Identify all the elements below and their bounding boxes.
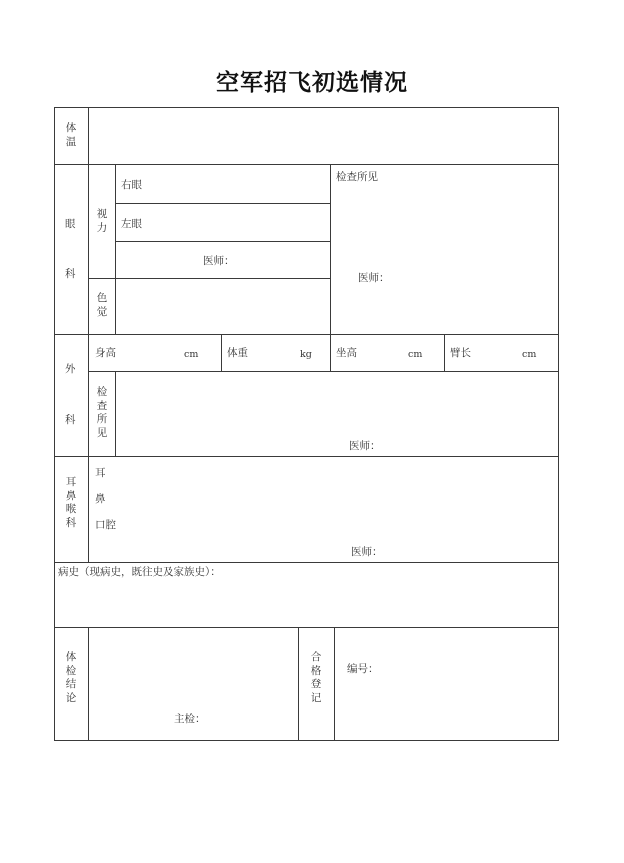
weight-label: 体重 — [227, 347, 248, 359]
mouth-label: 口腔 — [95, 519, 116, 531]
arm-length-unit: cm — [522, 349, 537, 360]
conclusion-label: 体检结论 — [65, 651, 77, 704]
surgery-findings-field[interactable] — [116, 372, 558, 456]
right-eye-field[interactable] — [116, 165, 330, 203]
document-title: 空军招飞初选情况 — [216, 70, 408, 96]
eye-section-label-top: 眼 — [65, 218, 76, 230]
body-temp-label: 体温 — [65, 122, 77, 148]
surgery-findings-label: 检查所见 — [96, 386, 108, 439]
arm-length-label: 臂长 — [450, 347, 471, 359]
registration-number-field[interactable] — [335, 628, 558, 740]
eye-section-label-bottom: 科 — [65, 268, 76, 280]
vision-label: 视力 — [96, 208, 108, 234]
eye-doctor-label: 医师： — [358, 272, 390, 284]
color-sense-label: 色觉 — [96, 292, 108, 318]
weight-unit: kg — [300, 349, 312, 360]
eye-findings-label: 检查所见 — [336, 171, 378, 183]
body-temp-field[interactable] — [89, 108, 558, 164]
surgery-section-label-bottom: 科 — [65, 414, 76, 426]
row-divider — [54, 562, 559, 563]
vision-doctor-label: 医师： — [203, 255, 235, 267]
qualification-label: 合格登记 — [310, 651, 322, 704]
height-label: 身高 — [95, 347, 116, 359]
sitting-height-label: 坐高 — [336, 347, 357, 359]
surgery-section-label-top: 外 — [65, 363, 76, 375]
chief-examiner-label: 主检： — [174, 713, 206, 725]
sitting-height-unit: cm — [408, 349, 423, 360]
height-field[interactable] — [89, 335, 221, 371]
registration-number-label: 编号： — [347, 663, 379, 675]
color-sense-field[interactable] — [116, 279, 330, 334]
weight-field[interactable] — [222, 335, 330, 371]
eye-findings-field[interactable] — [331, 165, 558, 334]
nose-label: 鼻 — [95, 493, 106, 505]
left-eye-label: 左眼 — [121, 218, 142, 230]
arm-length-field[interactable] — [445, 335, 558, 371]
surgery-doctor-label: 医师： — [349, 440, 381, 452]
ent-findings-field[interactable] — [89, 457, 558, 562]
height-unit: cm — [184, 349, 199, 360]
cell-divider — [298, 627, 299, 740]
ent-doctor-label: 医师： — [351, 546, 383, 558]
history-label: 病史（现病史，既往史及家族史）： — [58, 566, 221, 578]
history-field[interactable] — [55, 580, 558, 627]
table-border-left — [54, 107, 55, 741]
ear-label: 耳 — [95, 467, 106, 479]
cell-divider — [115, 241, 330, 242]
left-eye-field[interactable] — [116, 204, 330, 241]
table-border-right — [558, 107, 559, 741]
ent-section-label: 耳鼻喉科 — [65, 476, 77, 529]
table-border-bottom — [54, 740, 559, 741]
sitting-height-field[interactable] — [331, 335, 444, 371]
right-eye-label: 右眼 — [121, 179, 142, 191]
